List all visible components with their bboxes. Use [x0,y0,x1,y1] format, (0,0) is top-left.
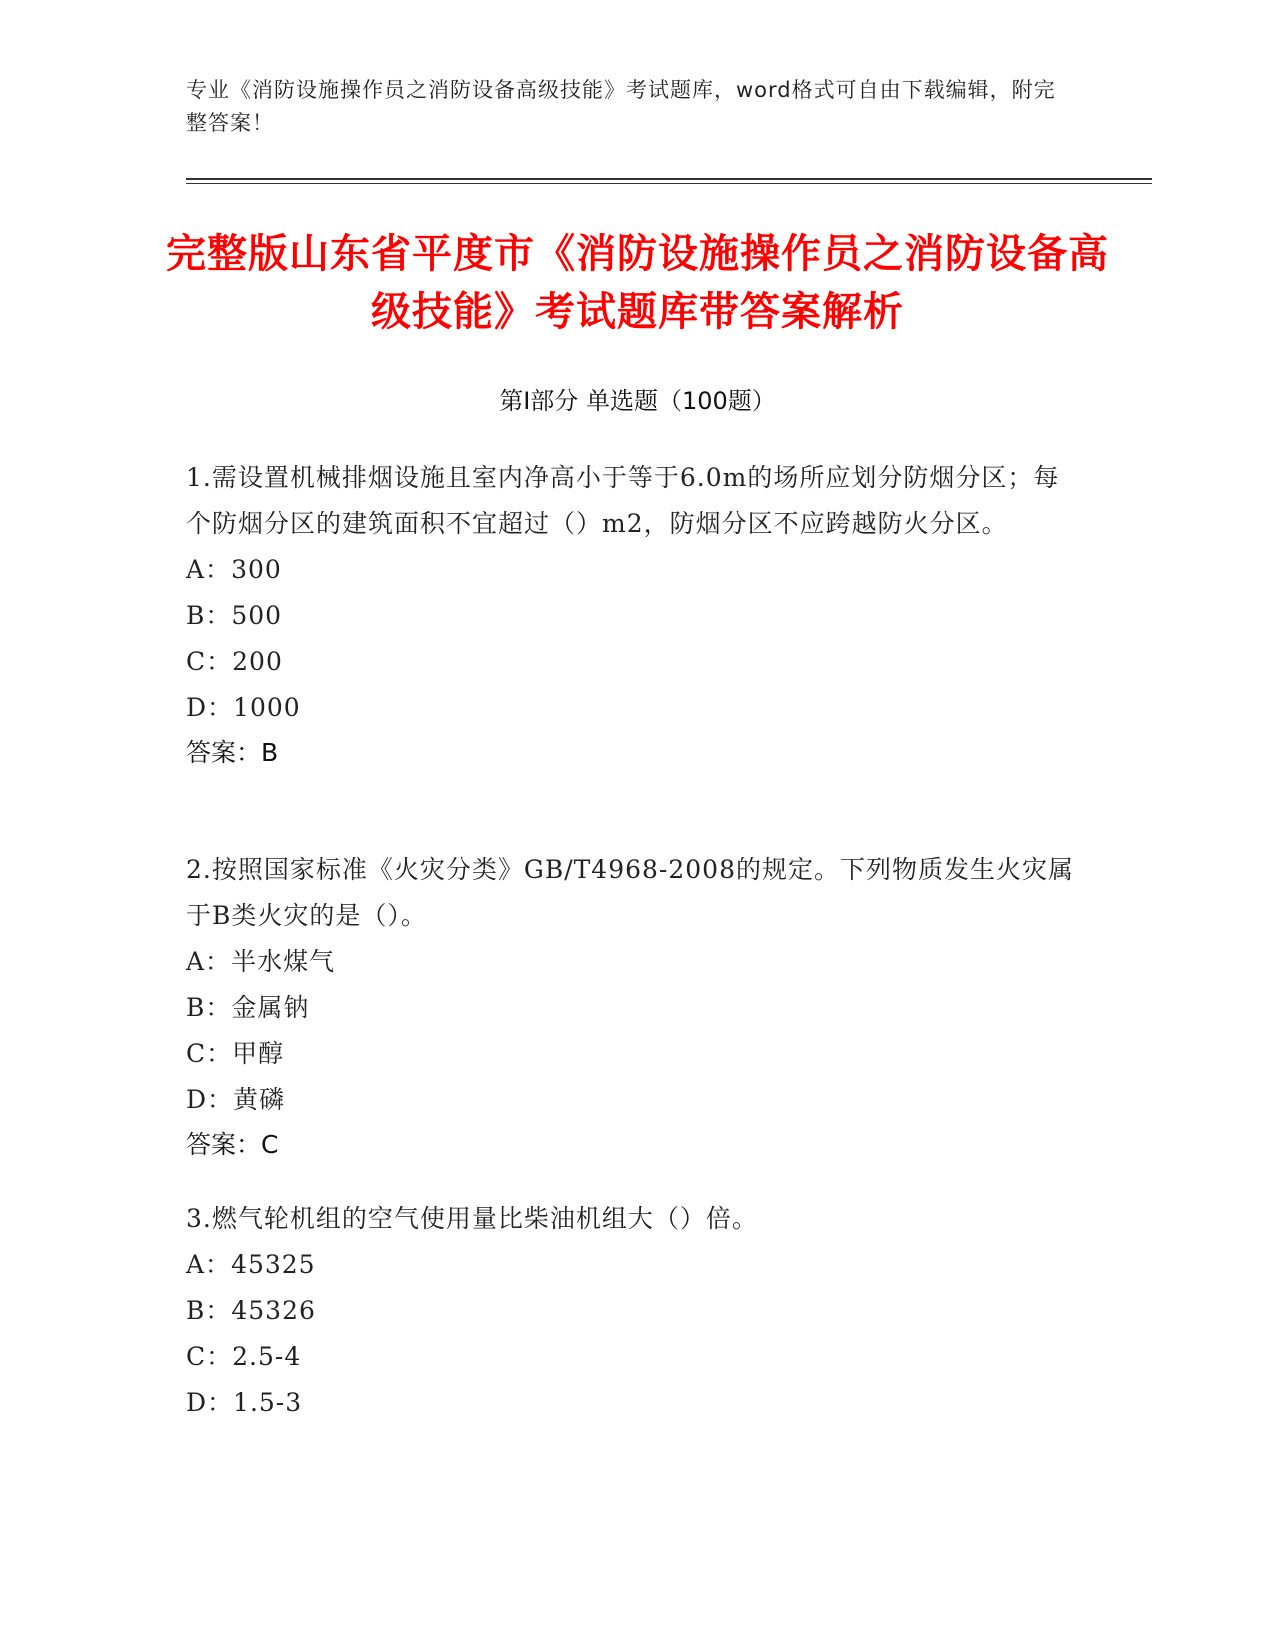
option-d [186,1077,1076,1123]
option-text: 1.5-3 [233,1388,303,1417]
option-key: B： [186,993,232,1022]
section-heading: 第Ⅰ部分 单选题（100题） [499,387,776,415]
answer-line: 答案：B [186,738,279,767]
option-key: D： [186,1085,234,1114]
option-key: D： [186,693,234,722]
option-d [186,1380,1076,1426]
question-3 [186,1196,1076,1426]
question-stem: 2.按照国家标准《火灾分类》GB/T4968-2008的规定。下列物质发生火灾属于B类火灾的是（）。 [186,855,1074,930]
option-key: C： [186,1039,233,1068]
question-1 [186,455,1076,775]
answer-line: 答案：C [186,1130,279,1159]
option-text: 200 [232,647,283,676]
option-key: C： [186,1342,233,1371]
document-title: 完整版山东省平度市《消防设施操作员之消防设备高级技能》考试题库带答案解析 [166,231,1109,335]
option-c [186,1031,1076,1077]
option-key: A： [186,555,232,584]
option-key: A： [186,1250,232,1279]
option-b [186,985,1076,1031]
option-c [186,639,1076,685]
option-key: A： [186,947,232,976]
option-key: B： [186,601,232,630]
option-a [186,939,1076,985]
option-text: 500 [231,601,283,630]
option-b [186,1288,1076,1334]
header-rule-thick [186,178,1152,180]
option-text: 半水煤气 [231,947,336,976]
option-key: C： [186,647,233,676]
option-text: 黄磷 [233,1085,286,1114]
option-b [186,593,1076,639]
option-text: 金属钠 [231,993,310,1022]
question-stem: 1.需设置机械排烟设施且室内净高小于等于6.0m的场所应划分防烟分区；每个防烟分区的建筑面积不宜超过（）m2，防烟分区不应跨越防火分区。 [186,463,1060,538]
option-text: 2.5-4 [232,1342,302,1371]
option-text: 45325 [231,1250,316,1279]
option-text: 45326 [231,1296,316,1325]
option-text: 甲醇 [232,1039,285,1068]
option-d [186,685,1076,731]
option-c [186,1334,1076,1380]
option-a [186,1242,1076,1288]
option-text: 300 [231,555,282,584]
question-2 [186,847,1076,1167]
option-text: 1000 [233,693,301,722]
header-note: 专业《消防设施操作员之消防设备高级技能》考试题库，word格式可自由下载编辑，附完整答案！ [186,78,1056,135]
option-key: B： [186,1296,232,1325]
header-rule-thin [186,183,1152,184]
option-a [186,547,1076,593]
question-stem: 3.燃气轮机组的空气使用量比柴油机组大（）倍。 [186,1204,758,1233]
option-key: D： [186,1388,234,1417]
